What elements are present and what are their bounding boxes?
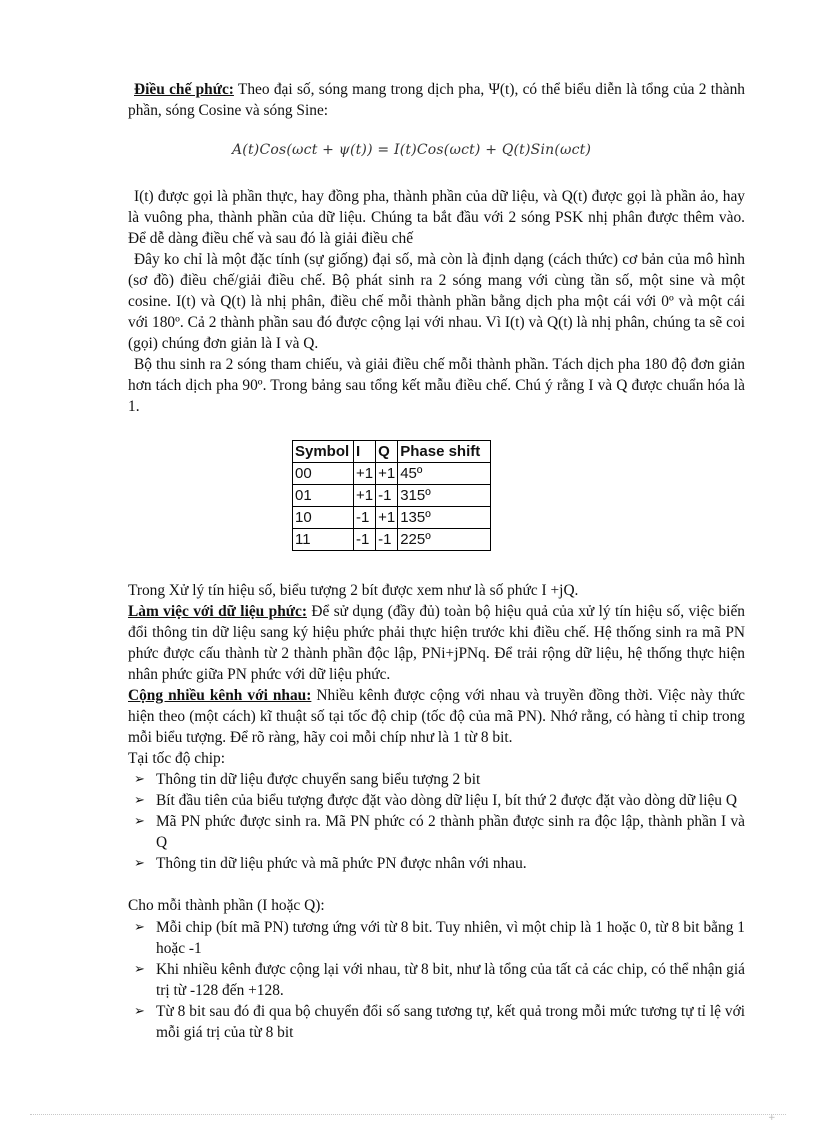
paragraph-text: Theo đại số, sóng mang trong dịch pha, Ψ(t), có thể biểu diễn là tổng của 2 thành phần, sóng Cosine và sóng Sine: bbox=[128, 81, 745, 119]
table-row bbox=[293, 463, 491, 485]
heading-complex-modulation: Điều chế phức: bbox=[134, 81, 234, 98]
table-header-cell: Q bbox=[376, 441, 398, 463]
component-label: Cho mỗi thành phần (I hoặc Q): bbox=[128, 897, 325, 914]
table-cell: -1 bbox=[376, 529, 398, 551]
table-cell: 135º bbox=[398, 507, 491, 529]
paragraph-receiver: Bộ thu sinh ra 2 sóng tham chiếu, và giải điều chế mỗi thành phần. Tách dịch pha 180 độ đơn giản hơn tách dịch pha 90º. Trong bảng sau tổng kết mẫu điều chế. Chú ý rằng I và Q được chuẩn hóa là 1. bbox=[128, 356, 745, 415]
paragraph-complex-symbol: Trong Xử lý tín hiệu số, biểu tượng 2 bít được xem như là số phức I +jQ. bbox=[128, 582, 579, 599]
table-cell: 01 bbox=[293, 485, 354, 507]
paragraph-complex-data bbox=[128, 601, 745, 685]
paragraph-complex-modulation bbox=[128, 79, 745, 121]
arrow-bullet-icon: ➢ bbox=[134, 920, 145, 935]
table-row bbox=[293, 485, 491, 507]
table-cell: 11 bbox=[293, 529, 354, 551]
table-header-cell: Phase shift bbox=[398, 441, 491, 463]
arrow-bullet-icon: ➢ bbox=[134, 793, 145, 808]
arrow-bullet-icon: ➢ bbox=[134, 856, 145, 871]
paragraph-text: Nhiều kênh được cộng với nhau và truyền đồng thời. Việc này thức hiện theo (một cách) kĩ thuật số tại tốc độ chip (tốc độ của mã PN). Nhớ rằng, có hàng tỉ chip trong mỗi biểu tượng. Để rõ ràng, hãy coi mỗi chíp như là 1 từ 8 bit. bbox=[128, 687, 745, 746]
modulation-table bbox=[292, 440, 491, 551]
arrow-bullet-icon: ➢ bbox=[134, 1004, 145, 1019]
table-cell: +1 bbox=[354, 485, 376, 507]
page-bottom-divider bbox=[30, 1114, 786, 1115]
chip-rate-list bbox=[134, 769, 745, 874]
table-row bbox=[293, 529, 491, 551]
table-cell: -1 bbox=[354, 507, 376, 529]
table-header-cell: Symbol bbox=[293, 441, 354, 463]
table-cell: -1 bbox=[354, 529, 376, 551]
table-cell: +1 bbox=[376, 463, 398, 485]
table-cell: 315º bbox=[398, 485, 491, 507]
list-item: ➢ Từ 8 bit sau đó đi qua bộ chuyển đổi số sang tương tự, kết quả trong mỗi mức tương tự tỉ lệ với mỗi giá trị của từ 8 bit bbox=[134, 1003, 745, 1041]
table-cell: +1 bbox=[354, 463, 376, 485]
list-item: ➢ Thông tin dữ liệu được chuyển sang biểu tượng 2 bit bbox=[134, 771, 481, 788]
table-cell: -1 bbox=[376, 485, 398, 507]
table-cell: 45º bbox=[398, 463, 491, 485]
heading-multi-channel: Cộng nhiều kênh với nhau: bbox=[128, 687, 312, 704]
corner-mark: + bbox=[768, 1113, 776, 1123]
paragraph-iq-definition: I(t) được gọi là phần thực, hay đồng pha, thành phần của dữ liệu, và Q(t) được gọi là phần ảo, hay là vuông pha, thành phần của dữ liệu. Chúng ta bắt đầu với 2 sóng PSK nhị phân được thêm vào. Để dễ dàng điều chế và sau đó là giải điều chế bbox=[128, 188, 745, 247]
paragraph-algebraic-identity: Đây ko chỉ là một đặc tính (sự giống) đại số, mà còn là định dạng (cách thức) cơ bản của mô hình (sơ đồ) điều chế/giải điều chế. Bộ phát sinh ra 2 sóng mang với cùng tần số, một sine và một cosine. I(t) và Q(t) là nhị phân, điều chế mỗi thành phần bằng dịch pha một cái với 0º và một cái với 180º. Cả 2 thành phần sau đó được cộng lại với nhau. Vì I(t) và Q(t) là nhị phân, chúng ta sẽ coi (gọi) chúng đơn giản là I và Q. bbox=[128, 251, 745, 352]
table-cell: 10 bbox=[293, 507, 354, 529]
list-item: ➢ Mã PN phức được sinh ra. Mã PN phức có 2 thành phần được sinh ra độc lập, thành phần I và Q bbox=[134, 813, 745, 851]
paragraph-multi-channel bbox=[128, 685, 745, 748]
table-cell: 00 bbox=[293, 463, 354, 485]
chip-rate-label: Tại tốc độ chip: bbox=[128, 750, 226, 767]
table-cell: 225º bbox=[398, 529, 491, 551]
component-list bbox=[134, 917, 745, 1043]
list-item: ➢ Khi nhiều kênh được cộng lại với nhau, từ 8 bit, như là tổng của tất cả các chip, có thể nhận giá trị từ -128 đến +128. bbox=[134, 961, 745, 999]
paragraph-text: Để sử dụng (đầy đủ) toàn bộ hiệu quả của xử lý tín hiệu số, việc biến đổi thông tin dữ liệu sang ký hiệu phức phải thực hiện trước khi điều chế. Hệ thống sinh ra mã PN phức được cấu thành từ 2 thành phần độc lập, PNi+jPNq. Để trải rộng dữ liệu, hệ thống thực hiện nhân phức giữa PN phức với dữ liệu phức. bbox=[128, 603, 745, 683]
table-row bbox=[293, 507, 491, 529]
table-cell: +1 bbox=[376, 507, 398, 529]
table-header-cell: I bbox=[354, 441, 376, 463]
arrow-bullet-icon: ➢ bbox=[134, 962, 145, 977]
list-item: ➢ Thông tin dữ liệu phức và mã phức PN được nhân với nhau. bbox=[134, 855, 527, 872]
heading-complex-data: Làm việc với dữ liệu phức: bbox=[128, 603, 307, 620]
arrow-bullet-icon: ➢ bbox=[134, 814, 145, 829]
arrow-bullet-icon: ➢ bbox=[134, 772, 145, 787]
list-item: ➢ Mỗi chip (bít mã PN) tương ứng với từ 8 bit. Tuy nhiên, vì một chip là 1 hoặc 0, từ 8 bit bằng 1 hoặc -1 bbox=[134, 919, 745, 957]
list-item: ➢ Bít đầu tiên của biểu tượng được đặt vào dòng dữ liệu I, bít thứ 2 được đặt vào dòng dữ liệu Q bbox=[134, 792, 737, 809]
modulation-formula: A(t)Cos(ωct + ψ(t)) = I(t)Cos(ωct) + Q(t)Sin(ωct) bbox=[232, 142, 592, 158]
table-header-row bbox=[293, 441, 491, 463]
